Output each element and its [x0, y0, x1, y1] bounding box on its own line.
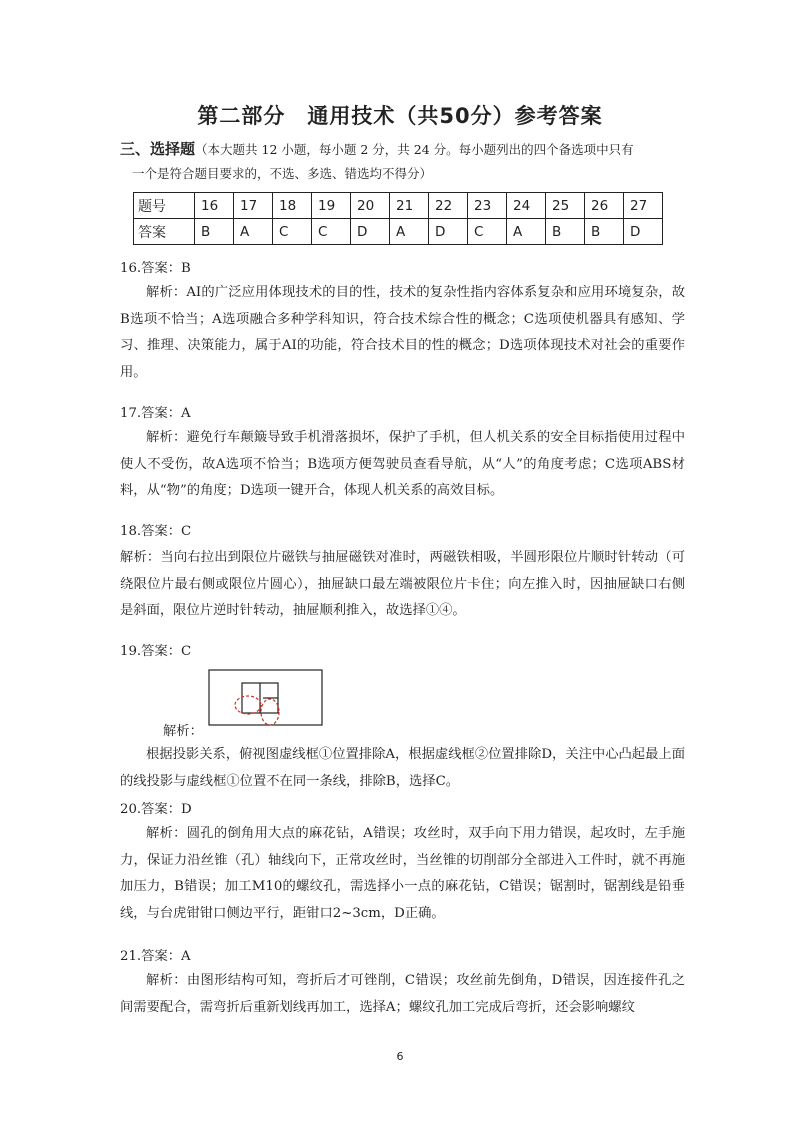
- number-cell: 24: [507, 193, 546, 219]
- answer-cell: B: [546, 219, 585, 245]
- number-cell: 18: [273, 193, 312, 219]
- answer-cell: B: [585, 219, 624, 245]
- q20-answer: 20.答案：D: [120, 802, 192, 817]
- projection-figure: [208, 668, 328, 728]
- answer-cell: A: [507, 219, 546, 245]
- number-cell: 16: [195, 193, 234, 219]
- q18-analysis: 解析：当向右拉出到限位片磁铁与抽屉磁铁对准时，两磁铁相吸，半圆形限位片顺时针转动（可绕限位片最右侧或限位片圆心），抽屉缺口最左端被限位片卡住；向左推入时，因抽屉缺口右侧是斜面，限位片逆时针转动，抽屉顺利推入，故选择①④。: [120, 550, 685, 618]
- row-label-answer: 答案: [134, 219, 195, 245]
- section-note-line1: （本大题共 12 小题，每小题 2 分，共 24 分。每小题列出的四个备选项中只有: [195, 142, 634, 157]
- answer-table-number-row: [134, 193, 663, 219]
- number-cell: 20: [351, 193, 390, 219]
- q16-analysis: 解析：AI的广泛应用体现技术的目的性，技术的复杂性指内容体系复杂和应用环境复杂，故B选项不恰当；A选项融合多种学科知识，符合技术综合性的概念；C选项使机器具有感知、学习、推理、决策能力，属于AI的功能，符合技术目的性的概念；D选项体现技术对社会的重要作用。: [120, 285, 685, 380]
- number-cell: 26: [585, 193, 624, 219]
- dashed-circle-1: [235, 696, 261, 714]
- dashed-circle-2: [261, 699, 279, 725]
- page-number: 6: [396, 1050, 404, 1063]
- number-cell: 25: [546, 193, 585, 219]
- section-header: [120, 137, 690, 186]
- number-cell: 17: [234, 193, 273, 219]
- number-cell: 27: [624, 193, 663, 219]
- section-note-line2: 一个是符合题目要求的，不选、多选、错选均不得分）: [132, 166, 433, 181]
- answer-cell: A: [234, 219, 273, 245]
- answer-cell: D: [429, 219, 468, 245]
- q16-answer: 16.答案：B: [120, 261, 191, 276]
- q17-analysis: 解析：避免行车颠簸导致手机滑落损坏，保护了手机，但人机关系的安全目标指使用过程中使人不受伤，故A选项不恰当；B选项方便驾驶员查看导航，从“人”的角度考虑；C选项ABS材料，从“物”的角度；D选项一键开合，体现人机关系的高效目标。: [120, 430, 685, 498]
- answer-cell: A: [390, 219, 429, 245]
- answer-table: [133, 192, 663, 245]
- answer-table-answer-row: [134, 219, 663, 245]
- page-title: 第二部分 通用技术（共50分）参考答案: [197, 104, 603, 128]
- q19-fig-label: 解析：: [163, 724, 203, 739]
- number-cell: 19: [312, 193, 351, 219]
- q21-analysis: 解析：由图形结构可知，弯折后才可锉削，C错误；攻丝前先倒角，D错误，因连接件孔之间需要配合，需弯折后重新划线再加工，选择A；螺纹孔加工完成后弯折，还会影响螺纹: [120, 973, 685, 1015]
- number-cell: 22: [429, 193, 468, 219]
- answer-cell: B: [195, 219, 234, 245]
- q18-answer: 18.答案：C: [120, 524, 192, 539]
- answer-cell: C: [468, 219, 507, 245]
- answer-cell: D: [351, 219, 390, 245]
- q21-answer: 21.答案：A: [120, 949, 191, 964]
- q17-answer: 17.答案：A: [120, 406, 191, 421]
- section-heading: 三、选择题: [120, 140, 196, 158]
- q19-answer: 19.答案：C: [120, 644, 192, 659]
- answer-cell: D: [624, 219, 663, 245]
- row-label-number: 题号: [134, 193, 195, 219]
- number-cell: 23: [468, 193, 507, 219]
- q20-analysis: 解析：圆孔的倒角用大点的麻花钻，A错误；攻丝时，双手向下用力错误，起攻时，左手施力，保证力沿丝锥（孔）轴线向下，正常攻丝时，当丝锥的切削部分全部进入工件时，就不再施加压力，B错误；加工M10的螺纹孔，需选择小一点的麻花钻，C错误；锯割时，锯割线是铅垂线，与台虎钳钳口侧边平行，距钳口2~3cm，D正确。: [120, 826, 685, 921]
- number-cell: 21: [390, 193, 429, 219]
- answer-cell: C: [273, 219, 312, 245]
- q19-analysis: 根据投影关系，俯视图虚线框①位置排除A，根据虚线框②位置排除D，关注中心凸起最上面的线投影与虚线框①位置不在同一条线，排除B，选择C。: [120, 747, 685, 789]
- answer-cell: C: [312, 219, 351, 245]
